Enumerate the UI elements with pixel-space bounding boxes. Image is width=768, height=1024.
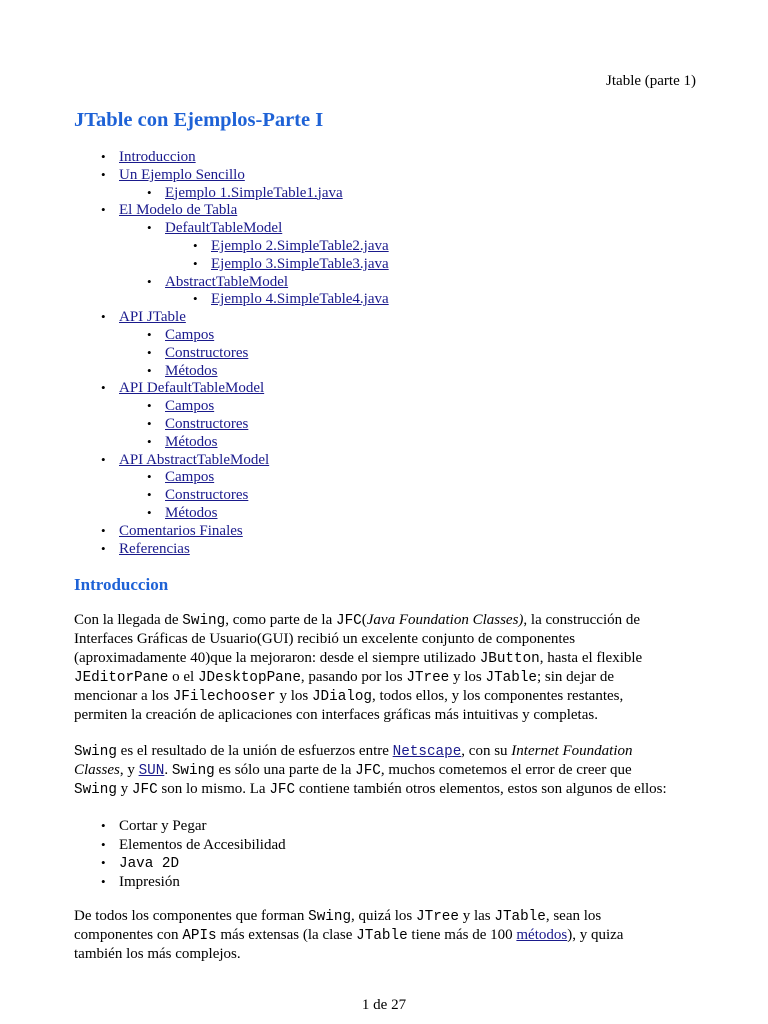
link-sun[interactable]: SUN xyxy=(138,763,165,779)
bullet-icon: • xyxy=(101,818,106,833)
bullet-icon: • xyxy=(147,220,152,236)
bullet-icon: • xyxy=(147,398,152,414)
text: Interfaces Gráficas de Usuario(GUI) recibió un excelente conjunto de componentes xyxy=(74,631,576,647)
bullet-icon: • xyxy=(193,255,198,271)
code-jfc: JFC xyxy=(355,763,381,779)
toc-item xyxy=(147,344,248,362)
bullet-icon: • xyxy=(101,873,106,889)
text-italic: Internet Foundation xyxy=(511,743,633,759)
code-jfc: JFC xyxy=(131,782,158,798)
link-metodos[interactable]: métodos xyxy=(516,927,568,943)
toc-item xyxy=(101,201,237,219)
bullet-icon: • xyxy=(147,487,152,503)
text: son lo mismo. La xyxy=(157,781,270,797)
text: , y xyxy=(119,762,139,778)
toc-link[interactable]: Introduccion xyxy=(119,149,196,165)
text: , pasando por los xyxy=(300,669,407,685)
text: , quizá los xyxy=(351,908,417,924)
text: Con la llegada de xyxy=(74,612,183,628)
text: ; sin dejar de xyxy=(536,669,615,685)
bullet-icon: • xyxy=(101,166,106,182)
text: más extensas (la clase xyxy=(216,927,357,943)
code-jtable: JTable xyxy=(485,670,537,686)
text: o el xyxy=(168,669,198,685)
code-jtable: JTable xyxy=(356,928,408,944)
bullet-icon: • xyxy=(101,855,106,871)
code-jfilechooser: JFilechooser xyxy=(172,689,276,705)
toc-item xyxy=(193,255,389,273)
toc-item xyxy=(101,166,245,184)
bullet-icon: • xyxy=(101,309,106,325)
bullet-icon: • xyxy=(147,433,152,449)
toc-item xyxy=(193,237,389,255)
toc-item xyxy=(147,433,218,451)
text: contiene también otros elementos, estos son algunos de ellos: xyxy=(295,781,667,797)
list-item-label: Elementos de Accesibilidad xyxy=(119,836,286,853)
list-item-label: Cortar y Pegar xyxy=(119,818,207,834)
paragraph-intro xyxy=(74,611,704,725)
text-italic: Java Foundation Classes) xyxy=(366,612,524,628)
code-apis: APIs xyxy=(182,928,217,944)
bullet-icon: • xyxy=(101,451,106,467)
bullet-icon: • xyxy=(101,522,106,538)
text: , con su xyxy=(461,743,512,759)
toc-link[interactable]: Constructores xyxy=(165,416,249,432)
bullet-icon: • xyxy=(193,291,198,307)
text: ( xyxy=(361,612,367,628)
code-jdialog: JDialog xyxy=(311,689,373,705)
text: , sean los xyxy=(545,908,602,924)
list-item xyxy=(101,854,179,872)
text: mencionar a los xyxy=(74,688,173,704)
code-jtree: JTree xyxy=(416,909,459,925)
toc-item xyxy=(147,397,214,415)
toc-item xyxy=(101,308,186,326)
section-heading-introduccion: Introduccion xyxy=(74,575,169,594)
toc-item xyxy=(147,486,248,504)
code-swing: Swing xyxy=(171,763,215,779)
toc-link[interactable]: Campos xyxy=(165,398,215,415)
bullet-icon: • xyxy=(147,344,152,360)
toc-item xyxy=(147,415,248,433)
toc-link[interactable]: DefaultTableModel xyxy=(165,220,283,237)
text: (aproximadamente 40)que la mejoraron: desde el siempre utilizado xyxy=(74,650,480,666)
toc-item xyxy=(101,148,196,166)
toc-item xyxy=(147,362,218,380)
text: es sólo una parte de la xyxy=(214,762,356,778)
text: De todos los componentes que forman xyxy=(74,908,309,924)
text: tiene más de 100 xyxy=(407,927,517,943)
code-jfc: JFC xyxy=(336,613,362,629)
code-jeditorpane: JEditorPane xyxy=(74,670,169,686)
list-item xyxy=(101,836,286,854)
page-number: 1 de 27 xyxy=(361,997,407,1013)
list-item-label: Impresión xyxy=(119,873,180,890)
code-jdesktoppane: JDesktopPane xyxy=(197,670,301,686)
bullet-icon: • xyxy=(101,836,106,852)
bullet-icon: • xyxy=(101,380,106,396)
toc-link[interactable]: Referencias xyxy=(119,540,190,557)
bullet-icon: • xyxy=(147,362,152,378)
code-swing: Swing xyxy=(308,909,352,925)
list-item xyxy=(101,873,180,891)
toc-item xyxy=(101,540,190,558)
text: componentes con xyxy=(74,927,183,943)
toc-link[interactable]: Constructores xyxy=(165,344,249,361)
toc-link[interactable]: AbstractTableModel xyxy=(165,273,289,290)
text: es el resultado de la unión de esfuerzos entre xyxy=(116,743,393,759)
bullet-icon: • xyxy=(193,238,198,253)
code-jtree: JTree xyxy=(406,670,450,686)
paragraph-components xyxy=(74,907,704,964)
bullet-icon: • xyxy=(147,416,152,431)
text: , hasta el flexible xyxy=(539,650,643,666)
toc-link[interactable]: Ejemplo 1.SimpleTable1.java xyxy=(165,184,343,201)
text: , como parte de la xyxy=(225,612,336,628)
text: , muchos cometemos el error de creer que xyxy=(380,762,632,778)
link-netscape[interactable]: Netscape xyxy=(392,744,462,760)
toc-link[interactable]: Ejemplo 3.SimpleTable3.java xyxy=(211,255,389,272)
toc-link[interactable]: Ejemplo 4.SimpleTable4.java xyxy=(211,291,389,308)
toc-item xyxy=(193,290,389,308)
code-swing: Swing xyxy=(74,782,117,798)
toc-item xyxy=(147,468,214,486)
text: permiten la creación de aplicaciones con interfaces gráficas más intuitivas y completas. xyxy=(74,707,598,723)
text: ), y quiza xyxy=(567,927,624,943)
bullet-icon: • xyxy=(147,469,152,485)
text-italic: Classes xyxy=(74,762,120,778)
code-jtable: JTable xyxy=(494,909,546,925)
toc-item xyxy=(147,326,214,344)
bullet-icon: • xyxy=(147,327,152,342)
bullet-icon: • xyxy=(101,202,106,218)
code-swing: Swing xyxy=(74,744,117,760)
toc-link[interactable]: Un Ejemplo Sencillo xyxy=(119,166,245,183)
text: también los más complejos. xyxy=(74,946,241,962)
bullet-icon: • xyxy=(147,184,152,200)
toc-link[interactable]: Métodos xyxy=(165,433,218,450)
text: . xyxy=(164,762,172,778)
toc-item xyxy=(101,522,243,540)
text: y los xyxy=(449,669,486,685)
text: y las xyxy=(458,908,495,924)
code-jbutton: JButton xyxy=(479,651,540,667)
code-swing: Swing xyxy=(182,613,226,629)
toc-link[interactable]: API DefaultTableModel xyxy=(119,380,265,397)
list-item xyxy=(101,817,206,835)
toc-link[interactable]: El Modelo de Tabla xyxy=(119,202,238,219)
toc-link[interactable]: Métodos xyxy=(165,505,218,521)
toc-link[interactable]: Comentarios Finales xyxy=(119,522,243,539)
toc-item xyxy=(147,184,343,202)
text: , todos ellos, y los componentes restantes, xyxy=(372,688,624,704)
bullet-icon: • xyxy=(147,505,152,520)
paragraph-swing xyxy=(74,742,704,799)
list-item-label: Java 2D xyxy=(119,856,180,873)
toc-item xyxy=(101,379,264,397)
toc-link[interactable]: Campos xyxy=(165,327,215,343)
toc-link[interactable]: Campos xyxy=(165,469,215,486)
toc-link[interactable]: Métodos xyxy=(165,362,218,379)
toc-link[interactable]: API AbstractTableModel xyxy=(119,451,270,468)
text: y los xyxy=(275,688,312,704)
page-title: JTable con Ejemplos-Parte I xyxy=(74,109,324,131)
bullet-icon: • xyxy=(147,273,152,289)
toc-item xyxy=(147,504,218,522)
toc-item xyxy=(147,219,282,237)
toc-item xyxy=(101,451,269,469)
code-jfc: JFC xyxy=(269,782,296,798)
toc-link[interactable]: Ejemplo 2.SimpleTable2.java xyxy=(211,238,389,254)
toc-link[interactable]: Constructores xyxy=(165,487,249,504)
bullet-icon: • xyxy=(101,540,106,556)
toc-item xyxy=(147,273,288,291)
toc-link[interactable]: API JTable xyxy=(119,309,186,326)
bullet-icon: • xyxy=(101,149,106,164)
page-header: Jtable (parte 1) xyxy=(606,73,696,89)
text: y xyxy=(116,781,132,797)
text: , la construcción de xyxy=(523,612,641,628)
